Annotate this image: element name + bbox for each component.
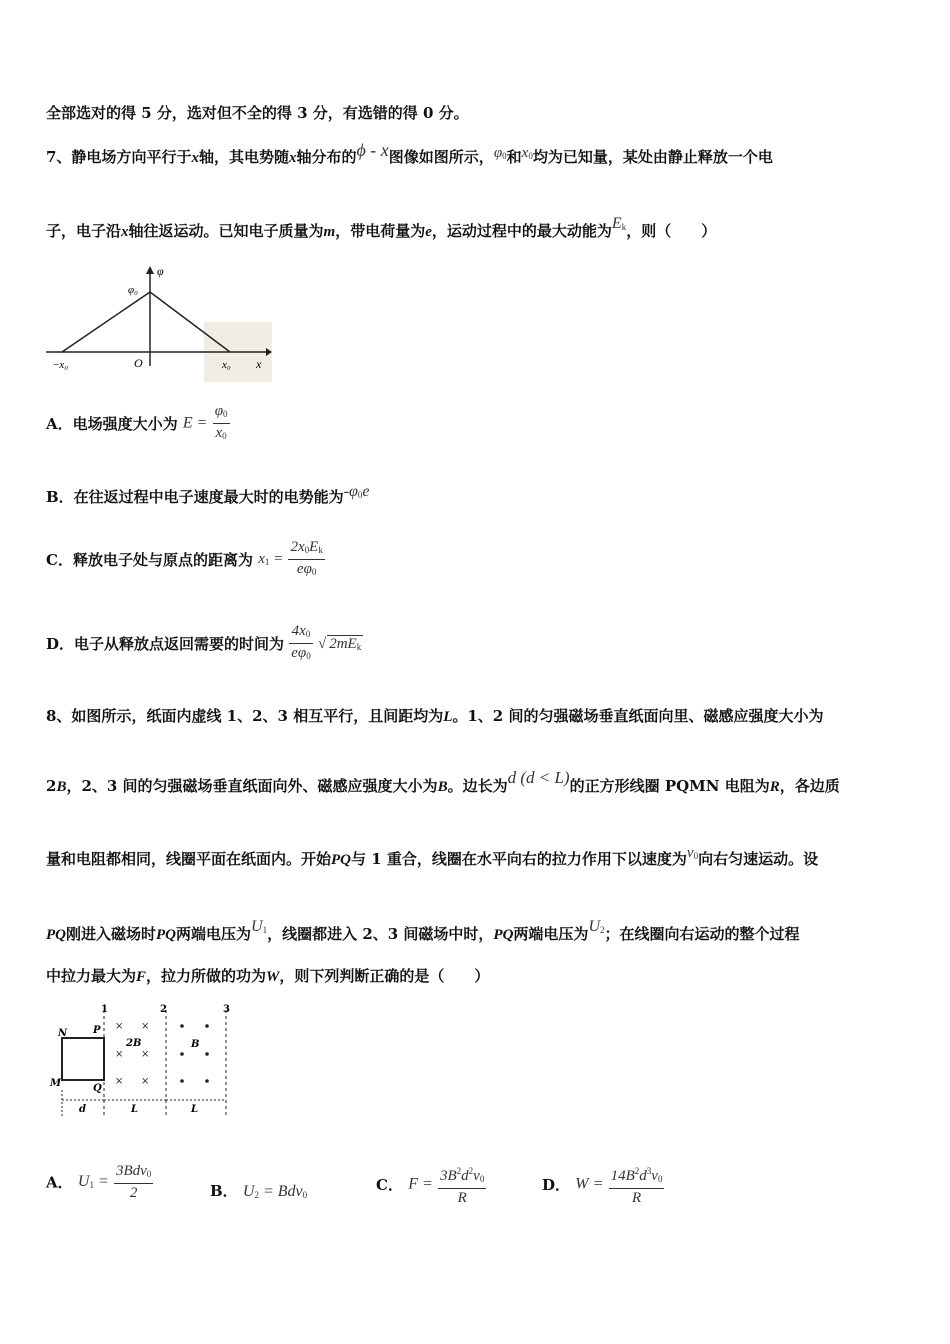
q7-line-1: 7、静电场方向平行于x轴，其电势随x轴分布的ϕ - x图像如图所示，$\varphi_0$和$x_0$均为已知量，某处由静止释放一个电 xyxy=(46,140,773,166)
square-coil xyxy=(62,1038,104,1080)
q8-option-d[interactable]: D． W = $\frac{14B^2d^3v_0}{R}$ xyxy=(542,1162,664,1207)
q8-option-a[interactable]: A． $U_1$ = $\frac{3Bdv_0}{2}$ xyxy=(46,1163,152,1201)
svg-text:×: × xyxy=(115,1076,124,1087)
label-M: M xyxy=(50,1078,62,1089)
q8-line-4: PQ刚进入磁场时PQ两端电压为$U_1$，线圈都进入 2、3 间磁场中时，PQ两端电压为$U_2$；在线圈向右运动的整个过程 xyxy=(46,918,800,943)
label-2B: 2B xyxy=(126,1038,142,1049)
axis-label-phi: φ xyxy=(157,264,164,278)
intro-line: 全部选对的得 5 分，选对但不全的得 3 分，有选错的得 0 分。 xyxy=(46,104,469,122)
q8-line-3: 量和电阻都相同，线圈平面在纸面内。开始PQ与 1 重合，线圈在水平向右的拉力作用下以速度为$v_0$向右匀速运动。设 xyxy=(46,845,819,868)
label-line-2: 2 xyxy=(160,1004,167,1015)
cross-field-markers xyxy=(115,1021,149,1087)
label-Q: Q xyxy=(93,1083,102,1094)
svg-text:×: × xyxy=(141,1076,150,1087)
q7-option-d[interactable]: D．电子从释放点返回需要的时间为 $\frac{4x_0}{e\varphi_0}$ √ $2mE_k$ xyxy=(46,623,362,661)
label-neg-x0: −x₀ xyxy=(52,359,69,371)
q8-line-2: 2B，2、3 间的匀强磁场垂直纸面向外、磁感应强度大小为B。边长为d (d < L)的正方形线圈 PQMN 电阻为R，各边质 xyxy=(46,768,840,795)
label-line-1: 1 xyxy=(101,1004,108,1015)
q8-line-5: 中拉力最大为F，拉力所做的功为W，则下列判断正确的是（ ） xyxy=(46,967,490,985)
label-L2: L xyxy=(191,1104,199,1115)
label-line-3: 3 xyxy=(223,1004,230,1015)
q7-option-a[interactable]: A．电场强度大小为 E = $\frac{\varphi_0}{x_0}$ xyxy=(46,403,228,441)
q8-line-1: 8、如图所示，纸面内虚线 1、2、3 相互平行，且间距均为L。1、2 间的匀强磁场垂直纸面向里、磁感应强度大小为 xyxy=(46,707,824,725)
q7-option-c[interactable]: C．释放电子处与原点的距离为 $x_1$ = $\frac{2x_0E_k}{e\varphi_0}$ xyxy=(46,539,323,577)
label-N: N xyxy=(58,1028,68,1039)
y-axis-arrow xyxy=(146,266,154,274)
axis-label-x: x xyxy=(256,357,262,371)
label-P: P xyxy=(93,1025,101,1036)
dot-field-markers xyxy=(180,1024,209,1083)
label-B: B xyxy=(191,1039,200,1050)
q8-option-b[interactable]: B． $U_2 = Bdv_0$ xyxy=(210,1182,308,1200)
svg-text:×: × xyxy=(115,1049,124,1060)
label-origin: O xyxy=(134,356,143,370)
q7-phi-x-graph xyxy=(44,262,272,382)
q7-option-b[interactable]: B．在往返过程中电子速度最大时的电势能为$-\varphi_0e$ xyxy=(46,483,370,506)
q7-line-2: 子，电子沿x轴往返运动。已知电子质量为m，带电荷量为e，运动过程中的最大动能为$E_k$，则（ ） xyxy=(46,215,717,240)
q8-option-c[interactable]: C． F = $\frac{3B^2d^2v_0}{R}$ xyxy=(376,1162,486,1207)
q8-magnetic-field-figure xyxy=(46,1002,236,1120)
label-phi0: φ₀ xyxy=(128,284,138,296)
svg-text:×: × xyxy=(115,1021,124,1032)
svg-text:×: × xyxy=(141,1021,150,1032)
label-x0: x₀ xyxy=(222,359,231,371)
label-L1: L xyxy=(131,1104,139,1115)
svg-text:×: × xyxy=(141,1049,150,1060)
phi-line-left xyxy=(62,292,150,352)
label-d: d xyxy=(79,1104,86,1115)
